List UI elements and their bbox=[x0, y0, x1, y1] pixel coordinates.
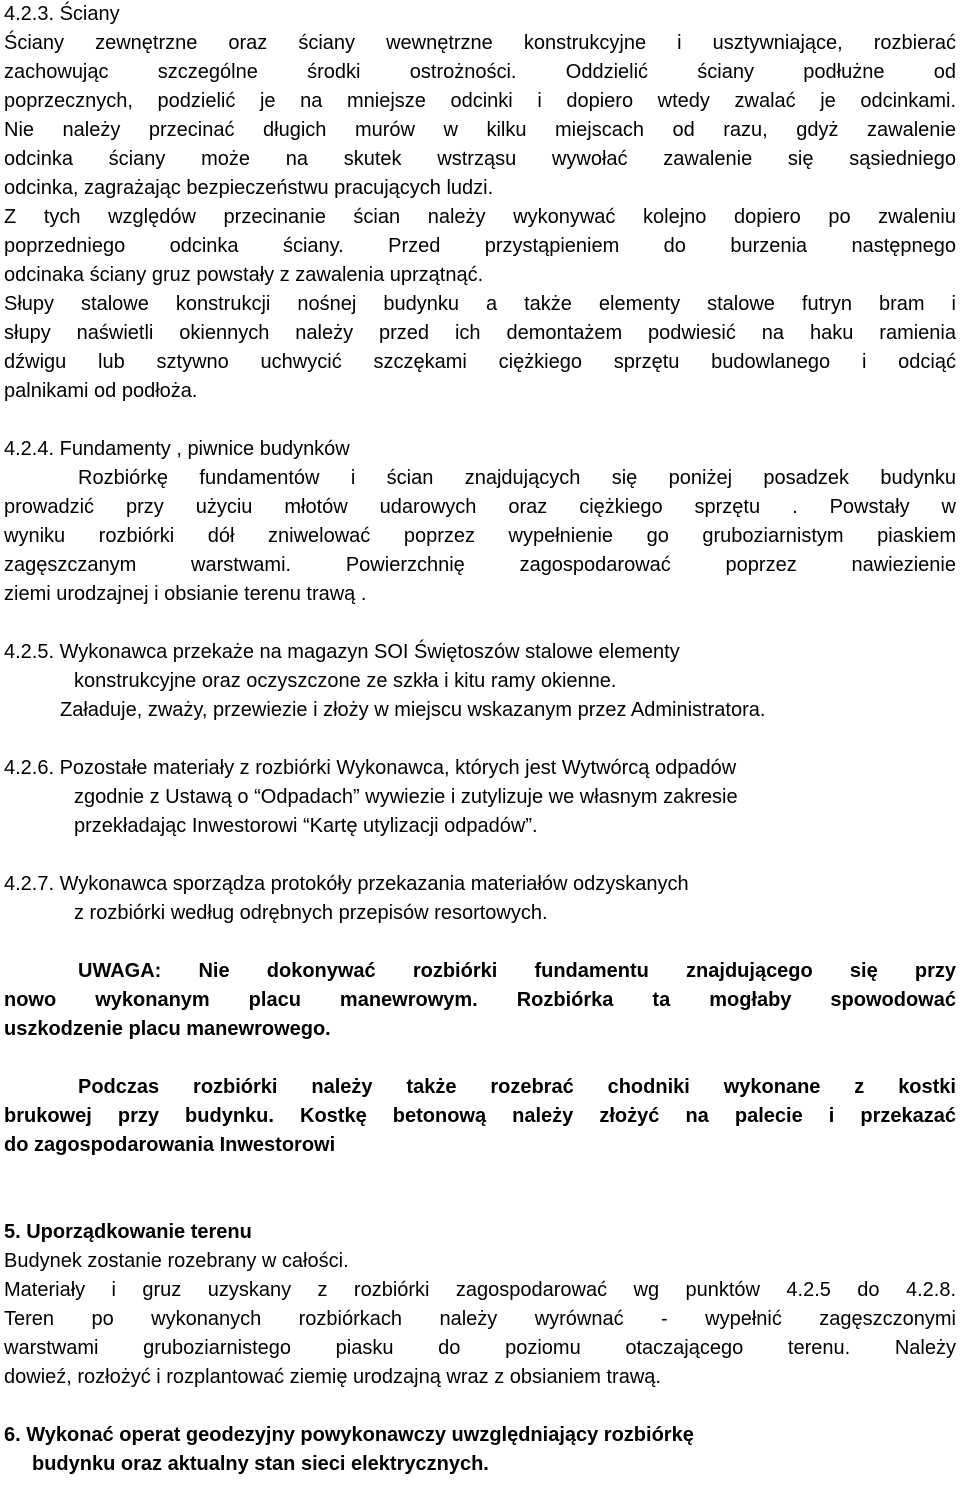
paragraph-line: słupy naświetli okiennych należy przed ich demontażem podwiesić na haku ramienia bbox=[4, 322, 956, 344]
paragraph-line: Materiały i gruz uzyskany z rozbiórki zagospodarować wg punktów 4.2.5 do 4.2.8. bbox=[4, 1279, 956, 1301]
paragraph-line: palnikami od podłoża. bbox=[4, 380, 198, 402]
paragraph-line: Słupy stalowe konstrukcji nośnej budynku a także elementy stalowe futryn bram i bbox=[4, 293, 956, 315]
warning-note bbox=[4, 957, 956, 1044]
paragraph-line: warstwami gruboziarnistego piasku do poziomu otaczającego terenu. Należy bbox=[4, 1337, 956, 1359]
paragraph-line: budynku oraz aktualny stan sieci elektrycznych. bbox=[32, 1453, 489, 1475]
section-heading: 5. Uporządkowanie terenu bbox=[4, 1221, 252, 1243]
warning-line: UWAGA: Nie dokonywać rozbiórki fundamentu znajdującego się przy bbox=[78, 960, 956, 982]
paragraph-line: Nie należy przecinać długich murów w kilku miejscach od razu, gdyż zawalenie bbox=[4, 119, 956, 141]
spacer bbox=[4, 609, 956, 638]
paragraph-line: zgodnie z Ustawą o “Odpadach” wywiezie i zutylizuje we własnym zakresie bbox=[74, 786, 738, 808]
paragraph-line: zachowując szczególne środki ostrożności. Oddzielić ściany podłużne od bbox=[4, 61, 956, 83]
warning-line: uszkodzenie placu manewrowego. bbox=[4, 1018, 331, 1040]
section-4-2-5 bbox=[4, 638, 956, 725]
paragraph-line: odcinka, zagrażając bezpieczeństwu pracujących ludzi. bbox=[4, 177, 494, 199]
note-line: Podczas rozbiórki należy także rozebrać chodniki wykonane z kostki bbox=[78, 1076, 956, 1098]
section-4-2-4 bbox=[4, 435, 956, 609]
spacer bbox=[4, 841, 956, 870]
paragraph-line: wyniku rozbiórki dół zniwelować poprzez wypełnienie go gruboziarnistym piaskiem bbox=[4, 525, 956, 547]
paragraph-line: konstrukcyjne oraz oczyszczone ze szkła i kitu ramy okienne. bbox=[74, 670, 617, 692]
document-page bbox=[4, 0, 956, 1479]
spacer bbox=[4, 1044, 956, 1073]
paragraph-line: zagęszczanym warstwami. Powierzchnię zagospodarować poprzez nawiezienie bbox=[4, 554, 956, 576]
paragraph-line: prowadzić przy użyciu młotów udarowych oraz ciężkiego sprzętu . Powstały w bbox=[4, 496, 956, 518]
note-line: brukowej przy budynku. Kostkę betonową należy złożyć na palecie i przekazać bbox=[4, 1105, 956, 1127]
spacer bbox=[4, 1392, 956, 1421]
note-line: do zagospodarowania Inwestorowi bbox=[4, 1134, 336, 1156]
warning-line: nowo wykonanym placu manewrowym. Rozbiórka ta mogłaby spowodować bbox=[4, 989, 956, 1011]
spacer bbox=[4, 928, 956, 957]
section-4-2-7 bbox=[4, 870, 956, 928]
section-4-2-3 bbox=[4, 0, 956, 406]
section-6 bbox=[4, 1421, 956, 1479]
paragraph-line: poprzecznych, podzielić je na mniejsze odcinki i dopiero wtedy zwalać je odcinkami. bbox=[4, 90, 956, 112]
paragraph-line: Rozbiórkę fundamentów i ścian znajdujących się poniżej posadzek budynku bbox=[78, 467, 956, 489]
sidewalk-note bbox=[4, 1073, 956, 1160]
spacer bbox=[4, 725, 956, 754]
paragraph-line: Załaduje, zważy, przewiezie i złoży w miejscu wskazanym przez Administratora. bbox=[60, 699, 766, 721]
paragraph-line: dźwigu lub sztywno uchwycić szczękami ciężkiego sprzętu budowlanego i odciąć bbox=[4, 351, 956, 373]
paragraph-line: Z tych względów przecinanie ścian należy wykonywać kolejno dopiero po zwaleniu bbox=[4, 206, 956, 228]
paragraph-line: 4.2.7. Wykonawca sporządza protokóły przekazania materiałów odzyskanych bbox=[4, 873, 689, 895]
spacer bbox=[4, 406, 956, 435]
paragraph-line: Teren po wykonanych rozbiórkach należy wyrównać - wypełnić zagęszczonymi bbox=[4, 1308, 956, 1330]
paragraph-line: odcinka ściany może na skutek wstrząsu wywołać zawalenie się sąsiedniego bbox=[4, 148, 956, 170]
section-5 bbox=[4, 1218, 956, 1392]
paragraph-line: 4.2.5. Wykonawca przekaże na magazyn SOI Świętoszów stalowe elementy bbox=[4, 641, 680, 663]
paragraph-line: Ściany zewnętrzne oraz ściany wewnętrzne konstrukcyjne i usztywniające, rozbierać bbox=[4, 32, 956, 54]
paragraph-line: ziemi urodzajnej i obsianie terenu trawą . bbox=[4, 583, 367, 605]
paragraph-line: 4.2.6. Pozostałe materiały z rozbiórki Wykonawca, których jest Wytwórcą odpadów bbox=[4, 757, 737, 779]
paragraph-line: przekładając Inwestorowi “Kartę utylizacji odpadów”. bbox=[74, 815, 538, 837]
section-heading: 4.2.4. Fundamenty , piwnice budynków bbox=[4, 438, 350, 460]
paragraph-line: z rozbiórki według odrębnych przepisów resortowych. bbox=[74, 902, 548, 924]
section-4-2-6 bbox=[4, 754, 956, 841]
section-heading: 4.2.3. Ściany bbox=[4, 3, 120, 25]
paragraph-line: odcinaka ściany gruz powstały z zawalenia uprzątnąć. bbox=[4, 264, 484, 286]
paragraph-line: poprzedniego odcinka ściany. Przed przystąpieniem do burzenia następnego bbox=[4, 235, 956, 257]
paragraph-line: 6. Wykonać operat geodezyjny powykonawczy uwzględniający rozbiórkę bbox=[4, 1424, 694, 1446]
paragraph-line: dowieź, rozłożyć i rozplantować ziemię urodzajną wraz z obsianiem trawą. bbox=[4, 1366, 661, 1388]
spacer bbox=[4, 1160, 956, 1218]
paragraph-line: Budynek zostanie rozebrany w całości. bbox=[4, 1250, 349, 1272]
